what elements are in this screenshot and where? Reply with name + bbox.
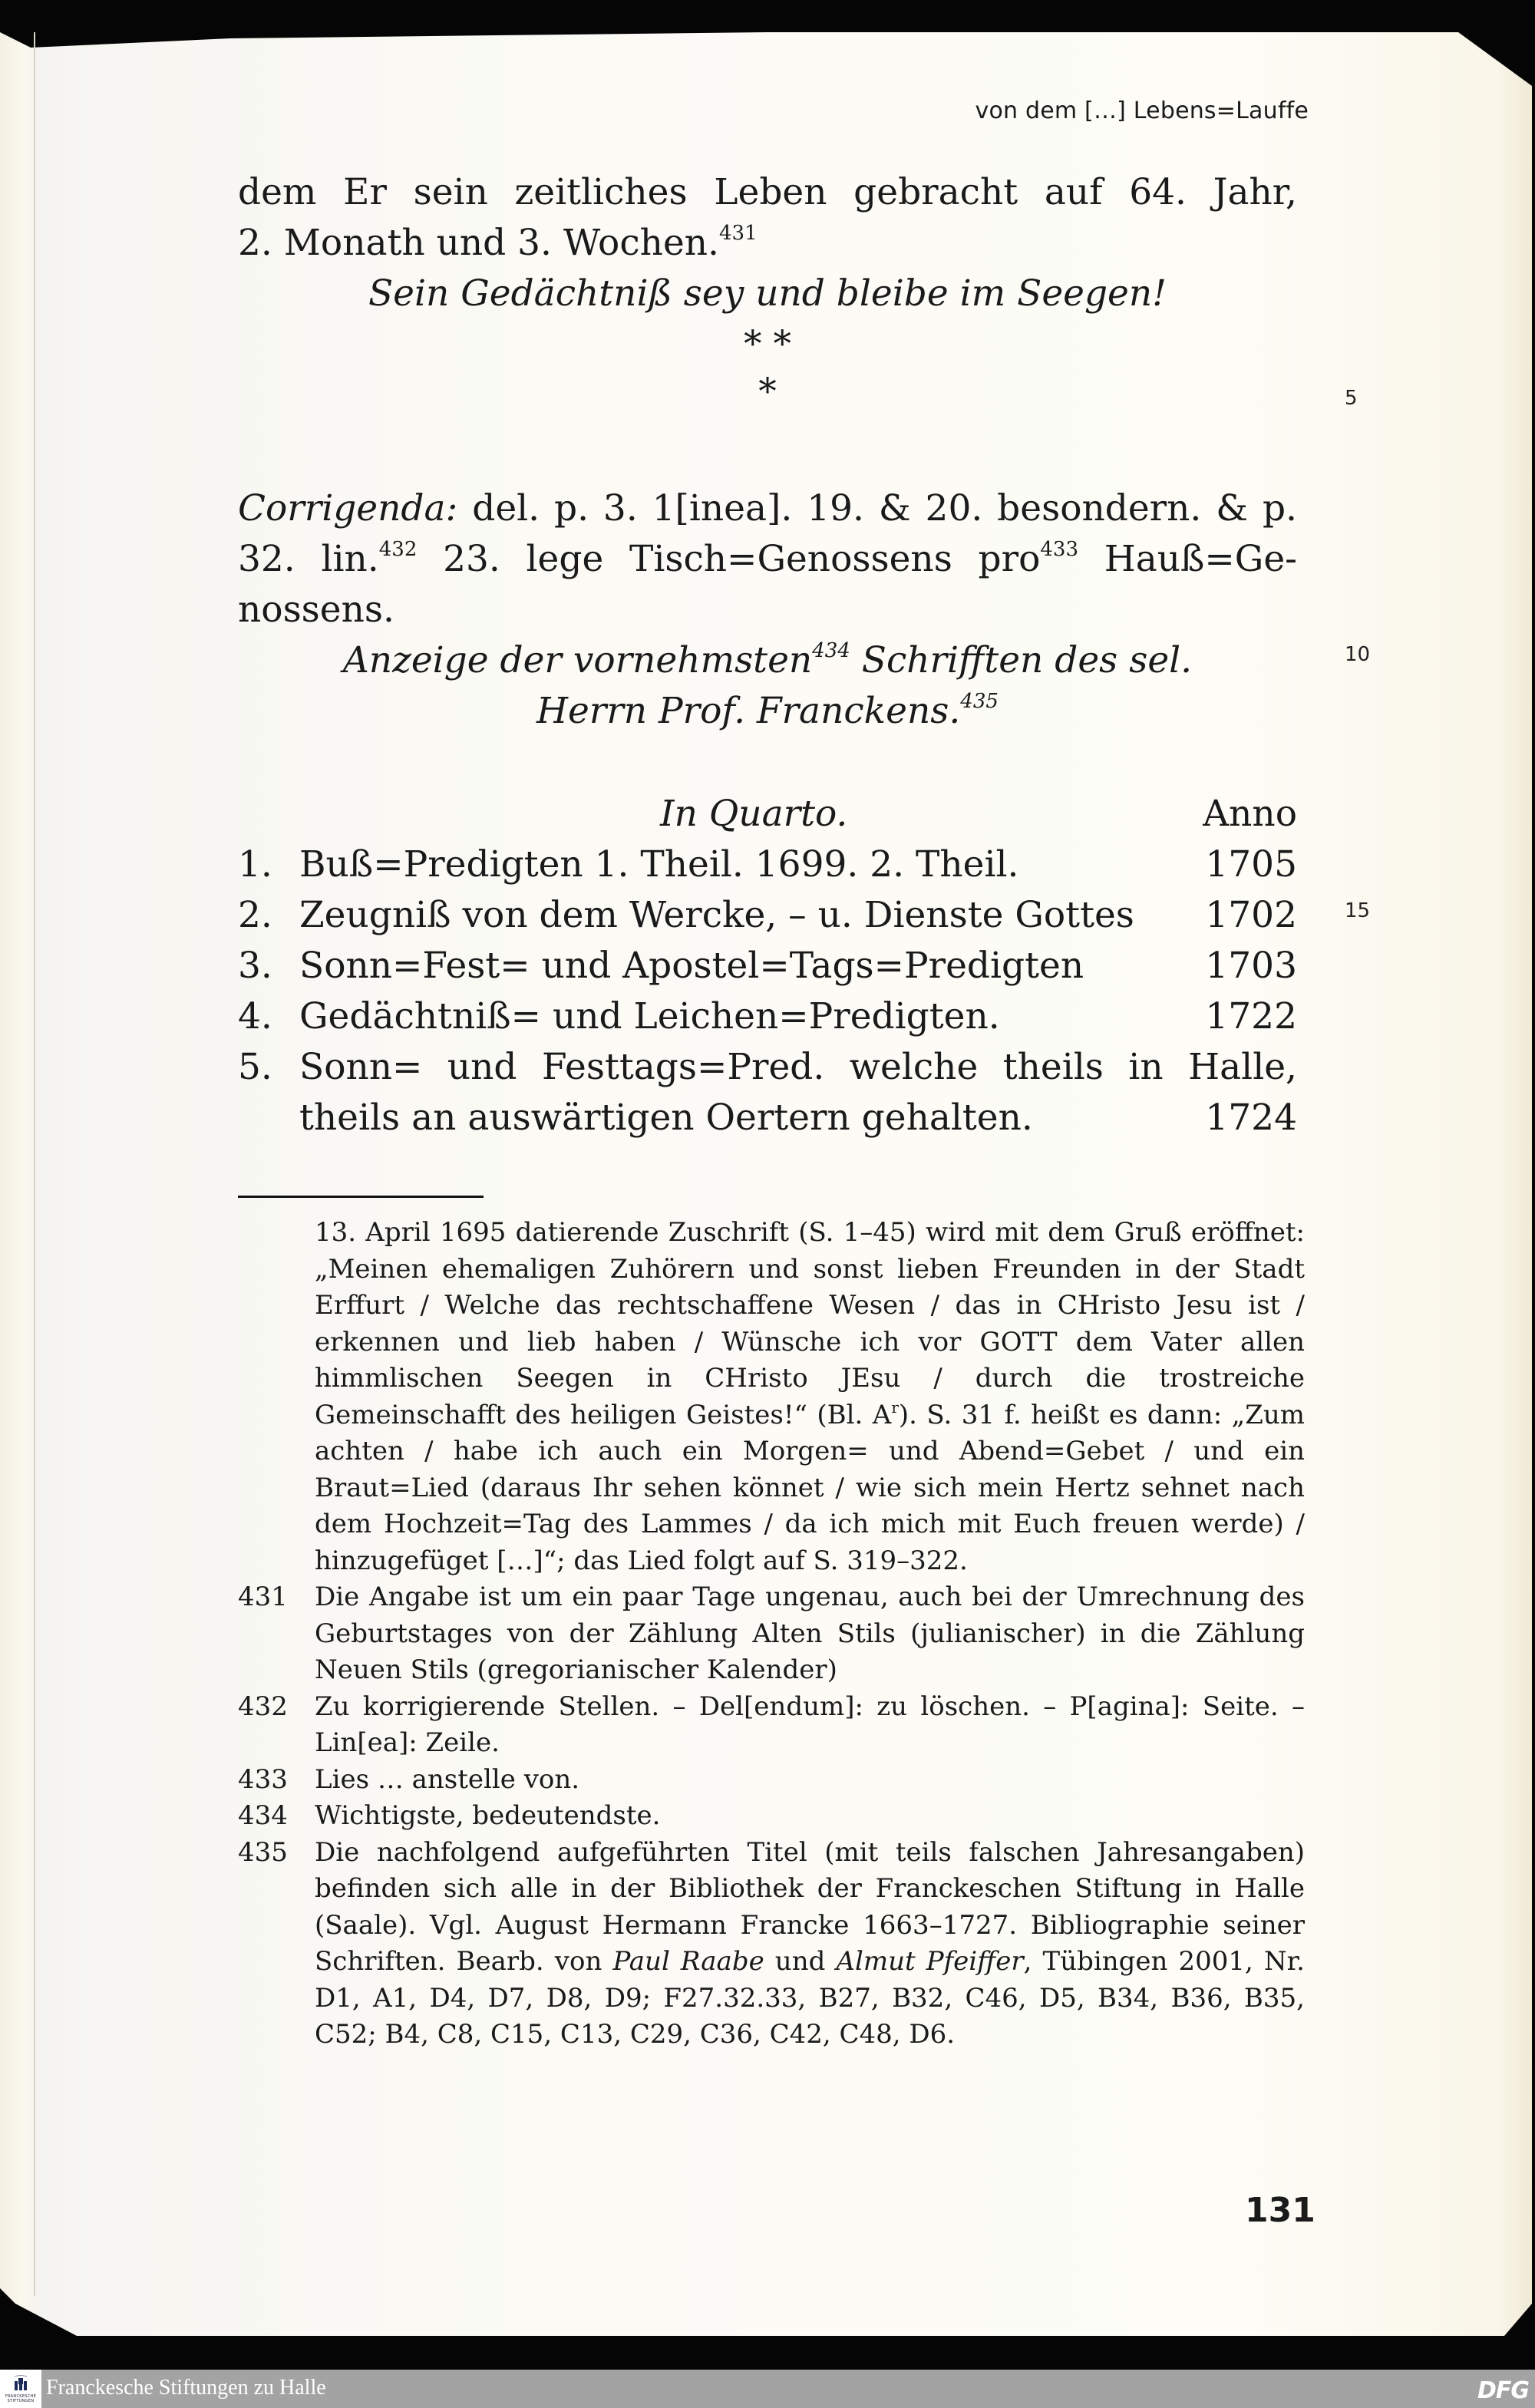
list-item: 5. Sonn= und Festtags=Pred. welche theils in Halle,	[238, 1046, 1297, 1088]
list-header-year: Anno	[1203, 793, 1297, 835]
footnote-number: 435	[238, 1836, 288, 1868]
foundation-emblem-icon	[13, 2374, 28, 2391]
list-item: 2. Zeugniß von dem Wercke, – u. Dienste Gottes 1702	[238, 890, 1297, 941]
blessing-line: Sein Gedächtniß sey und bleibe im Seegen!	[368, 272, 1167, 315]
section-heading: Herrn Prof. Franckens.$^{435}$	[536, 690, 999, 732]
corrigenda-line: Corrigenda: del. p. 3. 1[inea]. 19. & 20. besondern. & p.	[238, 487, 1297, 529]
footnote-rule	[238, 1196, 484, 1198]
list-header	[238, 789, 1297, 840]
footnote-ref[interactable]: 434	[812, 639, 850, 662]
works-list	[238, 789, 1297, 1143]
corrigenda-label: Corrigenda:	[238, 487, 458, 529]
footnote-number: 433	[238, 1763, 288, 1795]
footnote-ref[interactable]: 435	[960, 690, 999, 713]
footnote-text: Die nachfolgend aufgeführten Titel (mit teils falschen Jahresangaben) befinden sich alle in der Bibliothek der Franckeschen Stiftung in Halle (Saale). Vgl. August Hermann Francke 1663–1727. Bibliographie seiner Schriften. Bearb. von Paul Raabe und Almut Pfeiffer, Tübingen 2001, Nr. D1, A1, D4, D7, D8, D9; F27.32.33, B27, B32, C46, D5, B34, B36, B35, C52; B4, C8, C15, C13, C29, C36, C42, C48, D6.	[315, 1836, 1305, 2050]
footnote-ref[interactable]: 432	[378, 538, 418, 561]
paragraph-line: dem Er sein zeitliches Leben gebracht auf 64. Jahr,	[238, 171, 1297, 213]
footnote	[238, 1579, 1305, 1689]
footnote	[238, 1762, 1305, 1799]
footnotes	[238, 1215, 1305, 2053]
corrigenda	[238, 483, 1297, 737]
list-item: 1. Buß=Predigten 1. Theil. 1699. 2. Theil. 1705	[238, 840, 1297, 890]
list-item: theils an auswärtigen Oertern gehalten. 1724	[238, 1093, 1297, 1143]
footnote-text: Lies … anstelle von.	[315, 1763, 580, 1795]
footnote-number: 431	[238, 1582, 288, 1612]
list-item-year: 1705	[1205, 843, 1297, 886]
running-head: von dem […] Lebens=Lauffe	[975, 97, 1309, 124]
footnote-number: 432	[238, 1691, 288, 1722]
list-item: 3. Sonn=Fest= und Apostel=Tags=Predigten 1703	[238, 941, 1297, 991]
footnote-continuation: 13. April 1695 datierende Zuschrift (S. 1–45) wird mit dem Gruß eröffnet: „Meinen ehemaligen Zuhörern und sonst lieben Freunden in der Stadt Erffurt / Welche das rechtschaffene Wesen / das in CHristo Jesu ist / erkennen und lieb haben / Wünsche ich vor GOTT dem Vater allen himmlischen Seegen in CHristo JEsu / durch die trostreiche Gemeinschafft des heiligen Geistes!“ (Bl. $A^r$). S. 31 f. heißt es dann: „Zum achten / habe ich auch ein Morgen= und Abend=Gebet / und ein Braut=Lied (daraus Ihr sehen könnet / wie sich mein Hertz sehnet nach dem Hochzeit=Tag des Lammes / da ich mich mit Euch freuen werde) / hinzugefüget […]“; das Lied folgt auf S. 319–322.	[315, 1217, 1305, 1576]
foundation-logo[interactable]	[0, 2370, 41, 2408]
list-header-title: In Quarto.	[660, 793, 848, 835]
asterisk: *	[758, 371, 777, 413]
dfg-logo[interactable]: DFG	[1477, 2377, 1529, 2404]
line-number: 15	[1345, 899, 1371, 922]
footnote	[238, 1689, 1305, 1762]
section-heading: Anzeige der vornehmsten$^{434}$ Schrifften des sel.	[342, 639, 1193, 681]
list-item-year: 1702	[1205, 894, 1297, 936]
footer-title[interactable]: Franckesche Stiftungen zu Halle	[46, 2376, 326, 2400]
footnote-text: Wichtigste, bedeutendste.	[315, 1800, 661, 1831]
corrigenda-line: 32. lin.$^{432}$ 23. lege Tisch=Genossens pro$^{433}$ Hauß=Ge-	[238, 538, 1298, 580]
asterisks: * *	[744, 323, 791, 365]
footnote-text: Die Angabe ist um ein paar Tage ungenau, auch bei der Umrechnung des Geburtstages von der Zählung Alten Stils (julianischer) in die Zählung Neuen Stils (gregorianischer Kalender)	[315, 1582, 1305, 1685]
main-text	[238, 167, 1297, 414]
footnote	[238, 1835, 1305, 2053]
list-item-year: 1703	[1205, 945, 1297, 987]
footnote-ref[interactable]: 433	[1040, 538, 1079, 561]
line-number: 5	[1345, 387, 1358, 410]
list-item: 4. Gedächtniß= und Leichen=Predigten. 1722	[238, 991, 1297, 1042]
logo-caption: FRANCKESCHE STIFTUNGEN	[5, 2394, 37, 2403]
line-number: 10	[1345, 643, 1371, 666]
corrigenda-line: nossens.	[238, 589, 394, 631]
footnote	[238, 1798, 1305, 1835]
list-item-year: 1724	[1205, 1097, 1297, 1139]
paragraph-line: 2. Monath und 3. Wochen.$^{431}$	[238, 222, 758, 264]
page-gutter	[34, 32, 35, 2296]
footnote-text: Zu korrigierende Stellen. – Del[endum]: zu löschen. – P[agina]: Seite. – Lin[ea]: Zeile.	[315, 1691, 1305, 1758]
footer-bar	[0, 2370, 1535, 2408]
page-number: 131	[1245, 2191, 1315, 2230]
footnote-number: 434	[238, 1800, 288, 1831]
footnote-ref[interactable]: 431	[718, 222, 758, 245]
list-item-year: 1722	[1205, 995, 1297, 1037]
